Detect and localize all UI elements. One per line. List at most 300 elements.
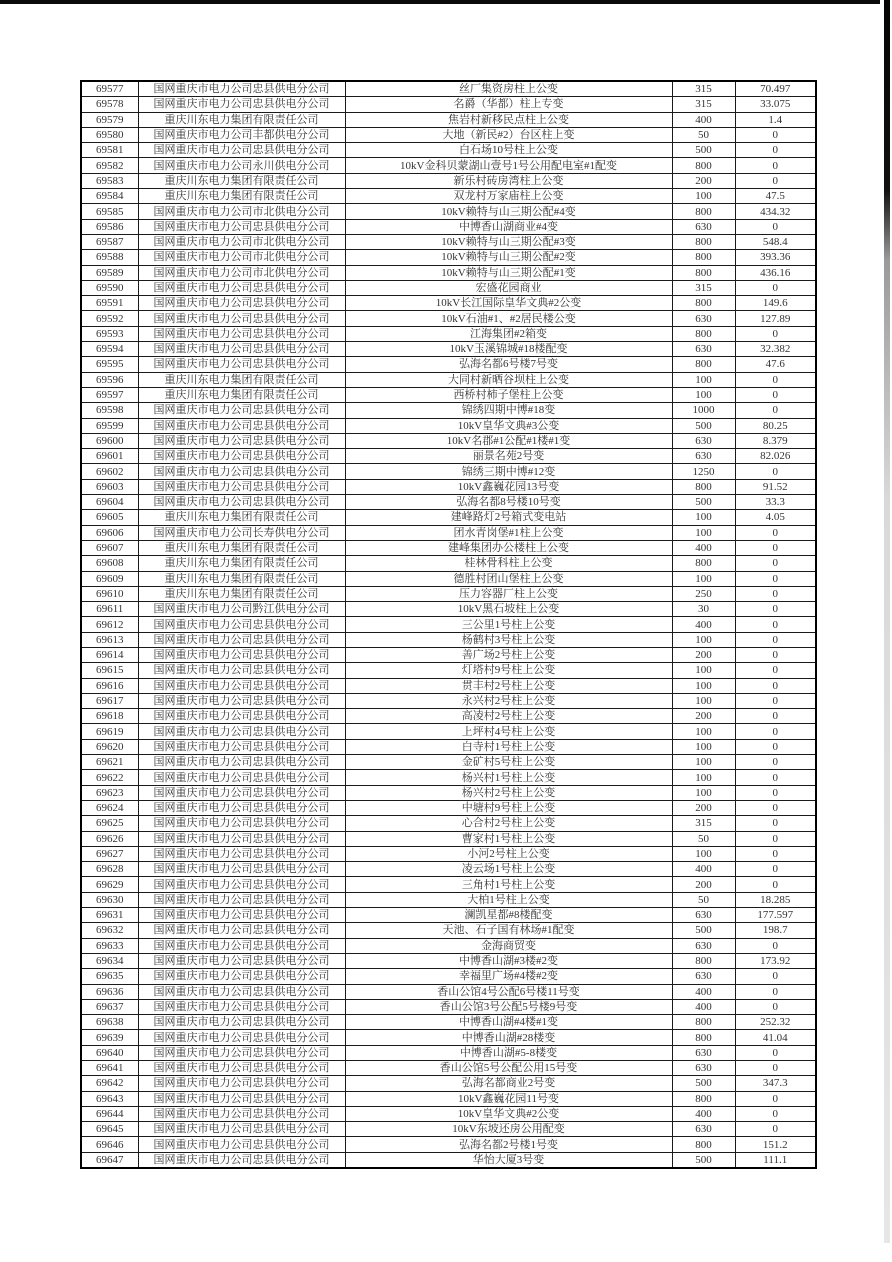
cell-record-id: 69600 [81, 433, 138, 448]
cell-company-name: 国网重庆市电力公司忠县供电分公司 [138, 1076, 345, 1091]
cell-record-id: 69583 [81, 173, 138, 188]
table-row [81, 938, 816, 953]
cell-load-value: 33.075 [735, 97, 816, 112]
table-row [81, 831, 816, 846]
cell-company-name: 国网重庆市电力公司忠县供电分公司 [138, 1152, 345, 1168]
cell-capacity: 630 [672, 908, 735, 923]
table-row [81, 1091, 816, 1106]
table-row [81, 1015, 816, 1030]
cell-transformer-name: 10kV黑石坡柱上公变 [345, 602, 672, 617]
cell-load-value: 177.597 [735, 908, 816, 923]
cell-record-id: 69578 [81, 97, 138, 112]
cell-record-id: 69635 [81, 969, 138, 984]
cell-company-name: 国网重庆市电力公司忠县供电分公司 [138, 464, 345, 479]
cell-record-id: 69579 [81, 112, 138, 127]
cell-record-id: 69639 [81, 1030, 138, 1045]
cell-transformer-name: 中博香山湖#5-8楼变 [345, 1045, 672, 1060]
cell-company-name: 国网重庆市电力公司忠县供电分公司 [138, 296, 345, 311]
scan-right-edge-artifact [884, 0, 890, 1243]
cell-capacity: 200 [672, 877, 735, 892]
cell-transformer-name: 华怡大厦3号变 [345, 1152, 672, 1168]
cell-capacity: 1250 [672, 464, 735, 479]
cell-transformer-name: 团水青岗堡#1柱上公变 [345, 525, 672, 540]
cell-record-id: 69616 [81, 678, 138, 693]
table-row [81, 785, 816, 800]
cell-capacity: 800 [672, 204, 735, 219]
cell-capacity: 800 [672, 479, 735, 494]
cell-capacity: 100 [672, 724, 735, 739]
cell-transformer-name: 中博香山湖#3楼#2变 [345, 953, 672, 968]
cell-load-value: 548.4 [735, 234, 816, 249]
table-row [81, 143, 816, 158]
cell-transformer-name: 杨鹤村3号柱上公变 [345, 632, 672, 647]
table-row [81, 877, 816, 892]
cell-load-value: 149.6 [735, 296, 816, 311]
cell-load-value: 0 [735, 862, 816, 877]
cell-load-value: 0 [735, 1106, 816, 1121]
cell-transformer-name: 中博香山湖#4楼#1变 [345, 1015, 672, 1030]
cell-capacity: 315 [672, 280, 735, 295]
cell-load-value: 0 [735, 326, 816, 341]
table-row [81, 525, 816, 540]
cell-company-name: 重庆川东电力集团有限责任公司 [138, 510, 345, 525]
cell-company-name: 国网重庆市电力公司忠县供电分公司 [138, 785, 345, 800]
cell-transformer-name: 建峰集团办公楼柱上公变 [345, 540, 672, 555]
cell-load-value: 0 [735, 1061, 816, 1076]
cell-load-value: 4.05 [735, 510, 816, 525]
cell-capacity: 100 [672, 632, 735, 647]
cell-company-name: 重庆川东电力集团有限责任公司 [138, 173, 345, 188]
cell-transformer-name: 弘海名都商业2号变 [345, 1076, 672, 1091]
cell-load-value: 0 [735, 678, 816, 693]
cell-load-value: 0 [735, 464, 816, 479]
table-row [81, 1137, 816, 1152]
cell-record-id: 69590 [81, 280, 138, 295]
cell-capacity: 500 [672, 923, 735, 938]
cell-company-name: 国网重庆市电力公司忠县供电分公司 [138, 678, 345, 693]
cell-record-id: 69588 [81, 250, 138, 265]
cell-load-value: 0 [735, 372, 816, 387]
cell-record-id: 69609 [81, 571, 138, 586]
cell-load-value: 151.2 [735, 1137, 816, 1152]
cell-capacity: 1000 [672, 403, 735, 418]
cell-record-id: 69589 [81, 265, 138, 280]
cell-record-id: 69634 [81, 953, 138, 968]
table-row [81, 127, 816, 142]
table-row [81, 479, 816, 494]
cell-load-value: 0 [735, 999, 816, 1014]
table-row [81, 250, 816, 265]
table-row [81, 556, 816, 571]
cell-transformer-name: 中博香山湖#28楼变 [345, 1030, 672, 1045]
cell-record-id: 69582 [81, 158, 138, 173]
cell-company-name: 重庆川东电力集团有限责任公司 [138, 540, 345, 555]
cell-record-id: 69595 [81, 357, 138, 372]
cell-record-id: 69629 [81, 877, 138, 892]
table-row [81, 1061, 816, 1076]
cell-company-name: 国网重庆市电力公司忠县供电分公司 [138, 846, 345, 861]
cell-company-name: 国网重庆市电力公司忠县供电分公司 [138, 892, 345, 907]
cell-company-name: 国网重庆市电力公司黔江供电分公司 [138, 602, 345, 617]
cell-transformer-name: 香山公馆3号公配5号楼9号变 [345, 999, 672, 1014]
cell-transformer-name: 压力容器厂柱上公变 [345, 586, 672, 601]
cell-record-id: 69587 [81, 234, 138, 249]
cell-company-name: 国网重庆市电力公司忠县供电分公司 [138, 311, 345, 326]
cell-capacity: 100 [672, 189, 735, 204]
cell-capacity: 800 [672, 250, 735, 265]
cell-record-id: 69618 [81, 709, 138, 724]
cell-load-value: 0 [735, 387, 816, 402]
cell-record-id: 69631 [81, 908, 138, 923]
table-row [81, 280, 816, 295]
cell-company-name: 国网重庆市电力公司市北供电分公司 [138, 250, 345, 265]
cell-company-name: 国网重庆市电力公司忠县供电分公司 [138, 755, 345, 770]
cell-transformer-name: 10kV名郡#1公配#1楼#1变 [345, 433, 672, 448]
table-row [81, 540, 816, 555]
cell-load-value: 91.52 [735, 479, 816, 494]
cell-record-id: 69597 [81, 387, 138, 402]
cell-load-value: 0 [735, 525, 816, 540]
cell-capacity: 50 [672, 831, 735, 846]
cell-company-name: 国网重庆市电力公司长寿供电分公司 [138, 525, 345, 540]
cell-record-id: 69586 [81, 219, 138, 234]
cell-load-value: 0 [735, 403, 816, 418]
table-row [81, 770, 816, 785]
cell-transformer-name: 江海集团#2箱变 [345, 326, 672, 341]
cell-load-value: 0 [735, 632, 816, 647]
cell-company-name: 国网重庆市电力公司忠县供电分公司 [138, 984, 345, 999]
cell-load-value: 8.379 [735, 433, 816, 448]
cell-load-value: 0 [735, 158, 816, 173]
table-row [81, 984, 816, 999]
cell-company-name: 国网重庆市电力公司忠县供电分公司 [138, 831, 345, 846]
cell-company-name: 国网重庆市电力公司忠县供电分公司 [138, 770, 345, 785]
table-row [81, 173, 816, 188]
cell-load-value: 0 [735, 556, 816, 571]
cell-transformer-name: 天池、石子国有林场#1配变 [345, 923, 672, 938]
table-row [81, 969, 816, 984]
cell-record-id: 69615 [81, 663, 138, 678]
table-row [81, 862, 816, 877]
cell-transformer-name: 上坪村4号柱上公变 [345, 724, 672, 739]
cell-transformer-name: 10kV皇华文典#3公变 [345, 418, 672, 433]
table-row [81, 663, 816, 678]
cell-record-id: 69621 [81, 755, 138, 770]
cell-transformer-name: 大柏1号柱上公变 [345, 892, 672, 907]
cell-load-value: 127.89 [735, 311, 816, 326]
cell-load-value: 393.36 [735, 250, 816, 265]
cell-company-name: 国网重庆市电力公司丰都供电分公司 [138, 127, 345, 142]
cell-capacity: 100 [672, 372, 735, 387]
table-row [81, 816, 816, 831]
cell-load-value: 434.32 [735, 204, 816, 219]
table-row [81, 800, 816, 815]
cell-company-name: 国网重庆市电力公司忠县供电分公司 [138, 433, 345, 448]
cell-transformer-name: 建峰路灯2号箱式变电站 [345, 510, 672, 525]
table-row [81, 265, 816, 280]
cell-transformer-name: 中博香山湖商业#4变 [345, 219, 672, 234]
cell-capacity: 400 [672, 999, 735, 1014]
cell-record-id: 69627 [81, 846, 138, 861]
cell-capacity: 100 [672, 739, 735, 754]
cell-load-value: 0 [735, 617, 816, 632]
cell-company-name: 重庆川东电力集团有限责任公司 [138, 372, 345, 387]
cell-company-name: 国网重庆市电力公司忠县供电分公司 [138, 877, 345, 892]
cell-capacity: 250 [672, 586, 735, 601]
cell-record-id: 69645 [81, 1122, 138, 1137]
cell-capacity: 315 [672, 97, 735, 112]
cell-capacity: 630 [672, 449, 735, 464]
cell-transformer-name: 10kV石油#1、#2居民楼公变 [345, 311, 672, 326]
cell-transformer-name: 杨兴村2号柱上公变 [345, 785, 672, 800]
cell-transformer-name: 白寺村1号柱上公变 [345, 739, 672, 754]
cell-company-name: 国网重庆市电力公司忠县供电分公司 [138, 97, 345, 112]
cell-record-id: 69603 [81, 479, 138, 494]
transformer-table [80, 80, 817, 1169]
cell-transformer-name: 贯丰村2号柱上公变 [345, 678, 672, 693]
cell-company-name: 国网重庆市电力公司忠县供电分公司 [138, 647, 345, 662]
cell-load-value: 173.92 [735, 953, 816, 968]
cell-load-value: 0 [735, 724, 816, 739]
cell-transformer-name: 杨兴村1号柱上公变 [345, 770, 672, 785]
cell-capacity: 200 [672, 800, 735, 815]
cell-company-name: 国网重庆市电力公司忠县供电分公司 [138, 663, 345, 678]
table-row [81, 1076, 816, 1091]
cell-company-name: 国网重庆市电力公司忠县供电分公司 [138, 418, 345, 433]
cell-company-name: 国网重庆市电力公司忠县供电分公司 [138, 326, 345, 341]
cell-record-id: 69620 [81, 739, 138, 754]
cell-record-id: 69592 [81, 311, 138, 326]
cell-company-name: 国网重庆市电力公司忠县供电分公司 [138, 709, 345, 724]
cell-capacity: 100 [672, 510, 735, 525]
cell-transformer-name: 10kV赖特与山三期公配#3变 [345, 234, 672, 249]
cell-capacity: 800 [672, 265, 735, 280]
cell-load-value: 47.5 [735, 189, 816, 204]
cell-record-id: 69628 [81, 862, 138, 877]
table-row [81, 433, 816, 448]
cell-record-id: 69622 [81, 770, 138, 785]
scan-top-edge-artifact [0, 0, 880, 4]
cell-record-id: 69625 [81, 816, 138, 831]
cell-capacity: 800 [672, 1137, 735, 1152]
cell-transformer-name: 幸福里广场#4楼#2变 [345, 969, 672, 984]
cell-load-value: 0 [735, 571, 816, 586]
cell-load-value: 0 [735, 1091, 816, 1106]
cell-company-name: 国网重庆市电力公司忠县供电分公司 [138, 800, 345, 815]
cell-transformer-name: 善广场2号柱上公变 [345, 647, 672, 662]
cell-company-name: 国网重庆市电力公司忠县供电分公司 [138, 617, 345, 632]
cell-transformer-name: 名爵（华都）柱上专变 [345, 97, 672, 112]
table-row [81, 372, 816, 387]
cell-record-id: 69619 [81, 724, 138, 739]
cell-load-value: 70.497 [735, 81, 816, 97]
cell-transformer-name: 丝厂集资房柱上公变 [345, 81, 672, 97]
cell-company-name: 国网重庆市电力公司忠县供电分公司 [138, 342, 345, 357]
cell-record-id: 69591 [81, 296, 138, 311]
cell-company-name: 国网重庆市电力公司忠县供电分公司 [138, 1122, 345, 1137]
cell-load-value: 0 [735, 647, 816, 662]
table-row [81, 739, 816, 754]
cell-capacity: 800 [672, 953, 735, 968]
cell-company-name: 国网重庆市电力公司永川供电分公司 [138, 158, 345, 173]
cell-transformer-name: 10kV赖特与山三期公配#2变 [345, 250, 672, 265]
cell-transformer-name: 双龙村万家庙柱上公变 [345, 189, 672, 204]
cell-transformer-name: 白石场10号柱上公变 [345, 143, 672, 158]
cell-record-id: 69626 [81, 831, 138, 846]
cell-capacity: 800 [672, 556, 735, 571]
cell-transformer-name: 小河2号柱上公变 [345, 846, 672, 861]
cell-company-name: 国网重庆市电力公司忠县供电分公司 [138, 479, 345, 494]
table-row [81, 846, 816, 861]
cell-load-value: 0 [735, 938, 816, 953]
table-row [81, 586, 816, 601]
cell-load-value: 47.6 [735, 357, 816, 372]
cell-load-value: 198.7 [735, 923, 816, 938]
cell-transformer-name: 大地（新民#2）台区柱上变 [345, 127, 672, 142]
table-row [81, 418, 816, 433]
cell-record-id: 69606 [81, 525, 138, 540]
table-row [81, 1122, 816, 1137]
cell-capacity: 315 [672, 81, 735, 97]
cell-capacity: 100 [672, 525, 735, 540]
cell-record-id: 69632 [81, 923, 138, 938]
cell-transformer-name: 曹家村1号柱上公变 [345, 831, 672, 846]
table-row [81, 908, 816, 923]
cell-load-value: 0 [735, 755, 816, 770]
cell-record-id: 69636 [81, 984, 138, 999]
cell-record-id: 69637 [81, 999, 138, 1014]
cell-load-value: 0 [735, 173, 816, 188]
cell-record-id: 69604 [81, 495, 138, 510]
cell-company-name: 国网重庆市电力公司市北供电分公司 [138, 234, 345, 249]
cell-capacity: 630 [672, 1045, 735, 1060]
cell-load-value: 0 [735, 800, 816, 815]
cell-transformer-name: 10kV金科贝蒙湖山壹号1号公用配电室#1配变 [345, 158, 672, 173]
cell-capacity: 500 [672, 418, 735, 433]
cell-capacity: 100 [672, 755, 735, 770]
table-row [81, 693, 816, 708]
cell-capacity: 100 [672, 571, 735, 586]
cell-load-value: 0 [735, 586, 816, 601]
cell-capacity: 500 [672, 1076, 735, 1091]
cell-load-value: 0 [735, 693, 816, 708]
cell-company-name: 国网重庆市电力公司忠县供电分公司 [138, 816, 345, 831]
cell-transformer-name: 桂林骨科柱上公变 [345, 556, 672, 571]
cell-transformer-name: 锦绣四期中博#18变 [345, 403, 672, 418]
table-row [81, 953, 816, 968]
cell-capacity: 100 [672, 785, 735, 800]
cell-transformer-name: 丽景名苑2号变 [345, 449, 672, 464]
table-row [81, 1106, 816, 1121]
cell-record-id: 69577 [81, 81, 138, 97]
cell-capacity: 200 [672, 709, 735, 724]
cell-company-name: 国网重庆市电力公司忠县供电分公司 [138, 739, 345, 754]
cell-transformer-name: 大同村新晒谷坝柱上公变 [345, 372, 672, 387]
cell-transformer-name: 凌云场1号柱上公变 [345, 862, 672, 877]
cell-capacity: 500 [672, 1152, 735, 1168]
cell-company-name: 重庆川东电力集团有限责任公司 [138, 586, 345, 601]
cell-company-name: 国网重庆市电力公司忠县供电分公司 [138, 632, 345, 647]
table-row [81, 678, 816, 693]
cell-record-id: 69641 [81, 1061, 138, 1076]
cell-load-value: 0 [735, 816, 816, 831]
cell-transformer-name: 香山公馆5号公配公用15号变 [345, 1061, 672, 1076]
cell-load-value: 82.026 [735, 449, 816, 464]
cell-capacity: 100 [672, 846, 735, 861]
cell-load-value: 436.16 [735, 265, 816, 280]
table-row [81, 403, 816, 418]
table-row [81, 755, 816, 770]
table-row [81, 571, 816, 586]
cell-capacity: 630 [672, 1122, 735, 1137]
cell-load-value: 0 [735, 663, 816, 678]
cell-record-id: 69614 [81, 647, 138, 662]
cell-transformer-name: 焦岩村新移民点柱上公变 [345, 112, 672, 127]
table-row [81, 97, 816, 112]
cell-load-value: 111.1 [735, 1152, 816, 1168]
cell-capacity: 400 [672, 984, 735, 999]
cell-record-id: 69593 [81, 326, 138, 341]
cell-load-value: 347.3 [735, 1076, 816, 1091]
cell-transformer-name: 10kV鑫巍花园13号变 [345, 479, 672, 494]
cell-record-id: 69584 [81, 189, 138, 204]
table-row [81, 234, 816, 249]
cell-transformer-name: 10kV鑫巍花园11号变 [345, 1091, 672, 1106]
cell-record-id: 69608 [81, 556, 138, 571]
cell-company-name: 重庆川东电力集团有限责任公司 [138, 189, 345, 204]
cell-company-name: 国网重庆市电力公司忠县供电分公司 [138, 1030, 345, 1045]
cell-record-id: 69611 [81, 602, 138, 617]
cell-company-name: 国网重庆市电力公司忠县供电分公司 [138, 862, 345, 877]
cell-load-value: 0 [735, 709, 816, 724]
cell-load-value: 0 [735, 219, 816, 234]
cell-load-value: 32.382 [735, 342, 816, 357]
cell-record-id: 69642 [81, 1076, 138, 1091]
cell-load-value: 80.25 [735, 418, 816, 433]
cell-transformer-name: 香山公馆4号公配6号楼11号变 [345, 984, 672, 999]
cell-capacity: 50 [672, 127, 735, 142]
table-row [81, 449, 816, 464]
cell-transformer-name: 10kV长江国际皇华文典#2公变 [345, 296, 672, 311]
cell-load-value: 0 [735, 127, 816, 142]
cell-capacity: 30 [672, 602, 735, 617]
cell-transformer-name: 弘海名都8号楼10号变 [345, 495, 672, 510]
cell-record-id: 69633 [81, 938, 138, 953]
cell-record-id: 69617 [81, 693, 138, 708]
cell-capacity: 200 [672, 647, 735, 662]
cell-company-name: 国网重庆市电力公司忠县供电分公司 [138, 280, 345, 295]
cell-company-name: 国网重庆市电力公司忠县供电分公司 [138, 953, 345, 968]
cell-record-id: 69643 [81, 1091, 138, 1106]
cell-transformer-name: 三角村1号柱上公变 [345, 877, 672, 892]
cell-load-value: 252.32 [735, 1015, 816, 1030]
cell-company-name: 国网重庆市电力公司忠县供电分公司 [138, 1015, 345, 1030]
cell-transformer-name: 10kV皇华文典#2公变 [345, 1106, 672, 1121]
table-row [81, 342, 816, 357]
cell-capacity: 630 [672, 969, 735, 984]
table-row [81, 204, 816, 219]
cell-company-name: 国网重庆市电力公司忠县供电分公司 [138, 357, 345, 372]
cell-capacity: 630 [672, 219, 735, 234]
cell-company-name: 国网重庆市电力公司忠县供电分公司 [138, 693, 345, 708]
cell-company-name: 重庆川东电力集团有限责任公司 [138, 387, 345, 402]
cell-company-name: 国网重庆市电力公司市北供电分公司 [138, 265, 345, 280]
cell-capacity: 500 [672, 143, 735, 158]
cell-company-name: 国网重庆市电力公司忠县供电分公司 [138, 1137, 345, 1152]
cell-transformer-name: 金海商贸变 [345, 938, 672, 953]
cell-company-name: 国网重庆市电力公司忠县供电分公司 [138, 1061, 345, 1076]
cell-capacity: 630 [672, 938, 735, 953]
